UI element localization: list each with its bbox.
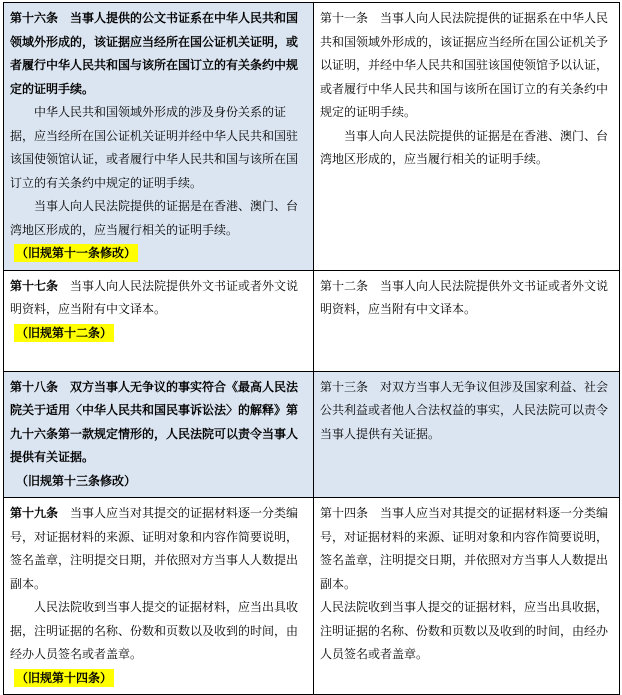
new-rule-cell <box>4 3 314 271</box>
table-row <box>4 270 620 371</box>
new-rule-cell <box>4 270 314 371</box>
table-row <box>4 371 620 498</box>
old-rule-cell <box>314 3 620 271</box>
article-paragraph: 人民法院收到当事人提交的证据材料，应当出具收据，注明证据的名称、份数和页数以及收到的时间，由经办人员签名或者盖章。 <box>10 600 299 661</box>
article-head: 第十九条 <box>10 506 59 520</box>
old-rule-tag: （旧规第十四条） <box>16 670 113 685</box>
article-paragraph: 人民法院收到当事人提交的证据材料，应当出具收据，注明证据的名称、份数和页数以及收到的时间，由经办人员签名或者盖章。 <box>320 600 609 661</box>
article-paragraph: 第十一条 当事人向人民法院提供的证据系在中华人民共和国领域外形成的，该证据应当经所在国公证机关予以证明，并经中华人民共和国驻该国使领馆予以认证，或者履行中华人民共和国与该所在国订立的有关条约中规定的证明手续。 <box>320 11 609 119</box>
old-rule-tag: （旧规第十三条修改） <box>16 473 137 488</box>
article-paragraph: 第十二条 当事人向人民法院提供外文书证或者外文说明资料，应当附有中文译本。 <box>320 278 609 316</box>
article-paragraph: 当事人向人民法院提供的证据是在香港、澳门、台湾地区形成的，应当履行相关的证明手续。 <box>320 128 609 166</box>
old-rule-cell <box>314 270 620 371</box>
comparison-table <box>3 2 620 695</box>
article-paragraph: 第十四条 当事人应当对其提交的证据材料逐一分类编号，对证据材料的来源、证明对象和内容作简要说明，签名盖章，注明提交日期，并依照对方当事人人数提出副本。 <box>320 506 609 591</box>
old-rule-cell <box>314 371 620 498</box>
old-rule-tag: （旧规第十二条） <box>16 325 113 340</box>
article-paragraph: 第十三条 对双方当事人无争议但涉及国家利益、社会公共利益或者他人合法权益的事实，人民法院可以责令当事人提供有关证据。 <box>320 379 609 441</box>
old-rule-cell <box>314 498 620 695</box>
article-title: 第十八条 双方当事人无争议的事实符合《最高人民法院关于适用〈中华人民共和国民事诉讼法〉的解释》第九十六条第一款规定情形的，人民法院可以责令当事人提供有关证据。 <box>10 379 299 464</box>
article-title: 第十六条 当事人提供的公文书证系在中华人民共和国领域外形成的，该证据应当经所在国公证机关证明，或者履行中华人民共和国与该所在国订立的有关条约中规定的证明手续。 <box>10 11 299 96</box>
table-row <box>4 498 620 695</box>
table-row <box>4 3 620 271</box>
old-rule-tag: （旧规第十一条修改） <box>16 246 137 260</box>
new-rule-cell <box>4 498 314 695</box>
new-rule-cell <box>4 371 314 498</box>
article-head: 第十七条 <box>10 278 59 293</box>
article-paragraph: 当事人向人民法院提供的证据是在香港、澳门、台湾地区形成的，应当履行相关的证明手续。 <box>10 199 299 237</box>
article-body: 当事人向人民法院提供外文书证或者外文说明资料，应当附有中文译本。 <box>10 278 299 316</box>
article-body: 当事人应当对其提交的证据材料逐一分类编号，对证据材料的来源、证明对象和内容作简要说明，签名盖章，注明提交日期，并依照对方当事人人数提出副本。 <box>10 506 299 591</box>
article-paragraph: 中华人民共和国领域外形成的涉及身份关系的证据，应当经所在国公证机关证明并经中华人民共和国驻该国使领馆认证，或者履行中华人民共和国与该所在国订立的有关条约中规定的证明手续。 <box>10 105 299 190</box>
